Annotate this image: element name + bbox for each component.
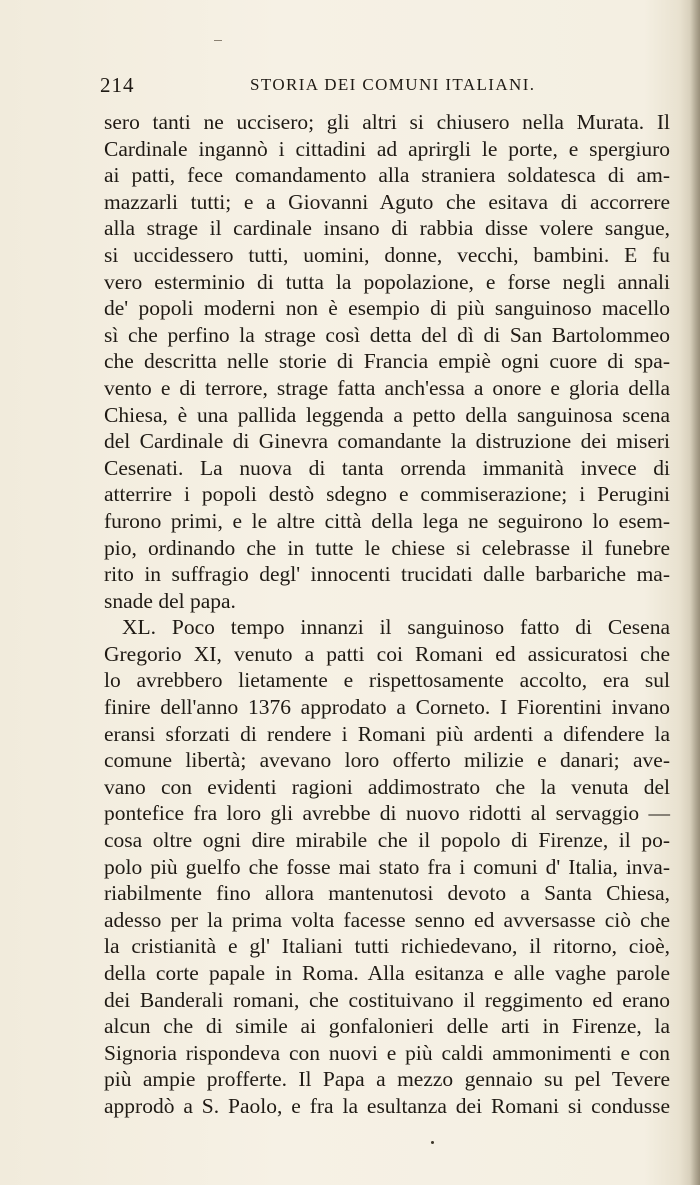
text-line: vero esterminio di tutta la popolazione, e forse negli annali [104, 269, 670, 294]
text-line: Cardinale ingannò i cittadini ad aprirgli le porte, e spergiuro [104, 136, 670, 161]
text-line: cosa oltre ogni dire mirabile che il popolo di Firenze, il po- [104, 828, 670, 853]
text-line: eransi sforzati di rendere i Romani più ardenti a difendere la [104, 721, 670, 746]
text-line: della corte papale in Roma. Alla esitanza e alle vaghe parole [104, 961, 670, 985]
page-number: 214 [100, 73, 135, 97]
text-line: XL. Poco tempo innanzi il sanguinoso fatto di Cesena [122, 615, 670, 640]
text-line: riabilmente fino allora mantenutosi devoto a Santa Chiesa, [104, 881, 670, 906]
text-line: sì che perfino la strage così detta del dì di San Bartolommeo [104, 322, 670, 347]
text-line: vano con evidenti ragioni addimostrato che la venuta del [104, 774, 670, 799]
text-line: atterrire i popoli destò sdegno e commiserazione; i Perugini [104, 482, 670, 507]
text-line: pontefice fra loro gli avrebbe di nuovo ridotti al servaggio — [104, 801, 670, 826]
text-line: più ampie profferte. Il Papa a mezzo gennaio su pel Tevere [104, 1067, 670, 1092]
page-header [100, 70, 670, 100]
text-line: rito in suffragio degl' innocenti trucidati dalle barbariche ma- [104, 562, 670, 587]
page-edge-shadow [690, 0, 700, 1185]
ink-mark [214, 40, 222, 41]
running-title: STORIA DEI COMUNI ITALIANI. [250, 75, 536, 94]
paragraph-2 [104, 614, 670, 1119]
text-line: Chiesa, è una pallida leggenda a petto della sanguinosa scena [104, 402, 670, 427]
text-line: lo avrebbero lietamente e rispettosamente accolto, era sul [104, 668, 670, 693]
text-line: ai patti, fece comandamento alla straniera soldatesca di am- [104, 163, 670, 188]
text-line: dei Banderali romani, che costituivano il reggimento ed erano [104, 987, 670, 1012]
body-text [104, 109, 670, 1120]
text-line: mazzarli tutti; e a Giovanni Aguto che esitava di accorrere [104, 189, 670, 214]
text-line: Gregorio XI, venuto a patti coi Romani ed assicuratosi che [104, 641, 670, 666]
text-line: finire dell'anno 1376 approdato a Corneto. I Fiorentini invano [104, 695, 670, 720]
text-line: Cesenati. La nuova di tanta orrenda immanità invece di [104, 455, 670, 480]
text-line: vento e di terrore, strage fatta anch'essa a onore e gloria della [104, 375, 670, 400]
text-line: comune libertà; avevano loro offerto milizie e danari; ave- [104, 748, 670, 773]
text-line: snade del papa. [104, 588, 236, 613]
text-line: approdò a S. Paolo, e fra la esultanza dei Romani si condusse [104, 1093, 670, 1118]
text-line: de' popoli moderni non è esempio di più sanguinoso macello [104, 296, 670, 321]
paragraph-1 [104, 109, 670, 614]
text-line: pio, ordinando che in tutte le chiese si celebrasse il funebre [104, 535, 670, 560]
text-line: furono primi, e le altre città della lega ne seguirono lo esem- [104, 508, 670, 533]
text-line: polo più guelfo che fosse mai stato fra i comuni d' Italia, inva- [104, 854, 670, 879]
text-line: si uccidessero tutti, uomini, donne, vecchi, bambini. E fu [104, 242, 670, 267]
ink-speck [431, 1141, 434, 1144]
text-line: la cristianità e gl' Italiani tutti richiedevano, il ritorno, cioè, [104, 934, 670, 959]
text-line: adesso per la prima volta facesse senno ed avversasse ciò che [104, 907, 670, 932]
text-line: Signoria rispondeva con nuovi e più caldi ammonimenti e con [104, 1040, 670, 1065]
text-line: sero tanti ne uccisero; gli altri si chiusero nella Murata. Il [104, 110, 670, 134]
text-line: alla strage il cardinale insano di rabbia disse volere sangue, [104, 216, 670, 241]
text-line: alcun che di simile ai gonfalonieri delle arti in Firenze, la [104, 1014, 670, 1039]
text-line: che descritta nelle storie di Francia empiè ogni cuore di spa- [104, 349, 670, 374]
text-line: del Cardinale di Ginevra comandante la distruzione dei miseri [104, 429, 670, 454]
